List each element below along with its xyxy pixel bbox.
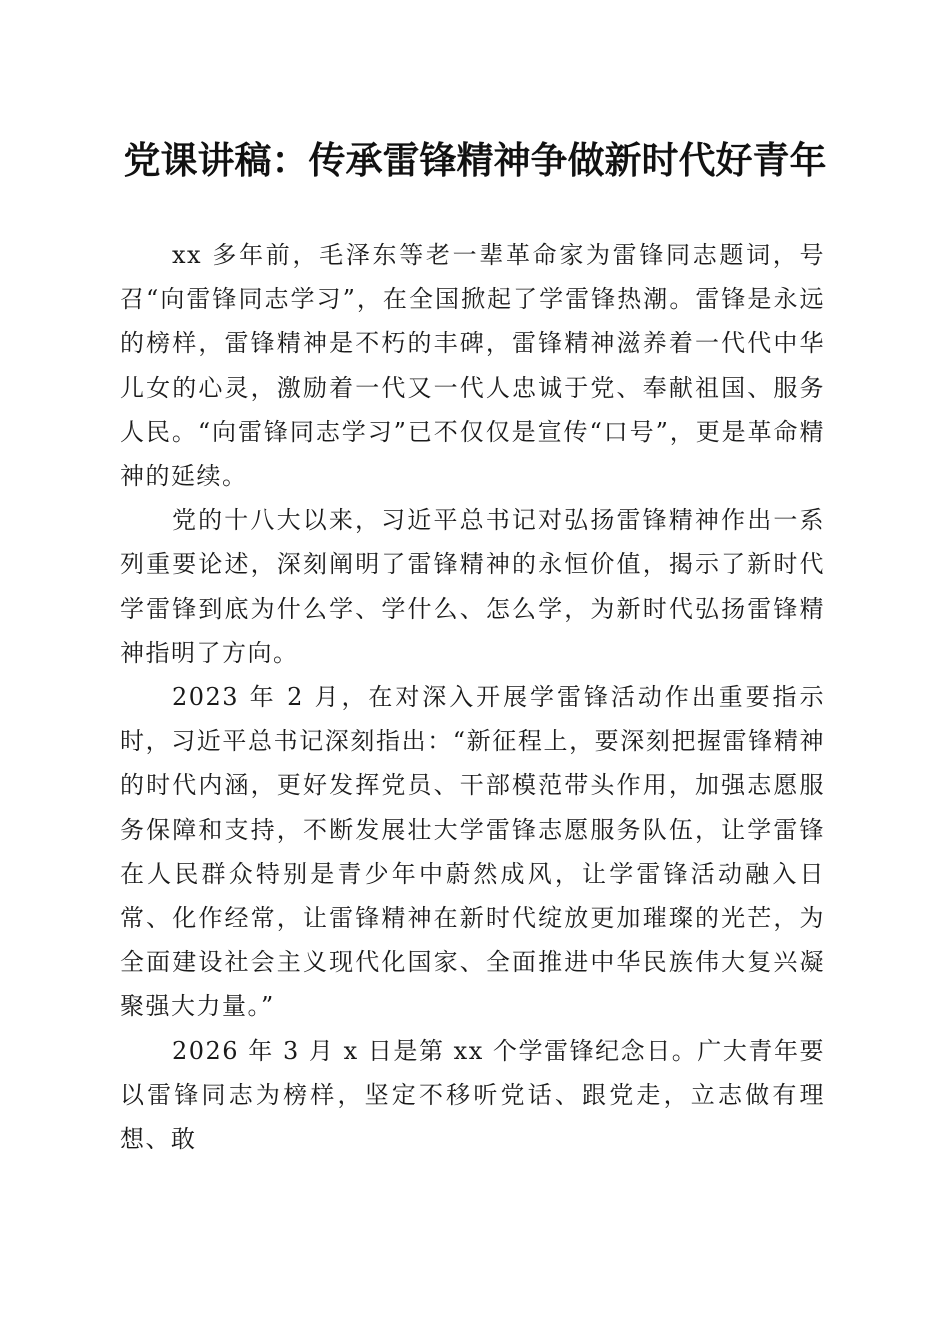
paragraph: 党的十八大以来，习近平总书记对弘扬雷锋精神作出一系列重要论述，深刻阐明了雷锋精神的永恒价值，揭示了新时代学雷锋到底为什么学、学什么、怎么学，为新时代弘扬雷锋精神指明了方向。 <box>120 506 825 667</box>
document-title: 党课讲稿：传承雷锋精神争做新时代好青年 <box>123 138 827 182</box>
paragraph: xx 多年前，毛泽东等老一辈革命家为雷锋同志题词，号召“向雷锋同志学习”，在全国掀起了学雷锋热潮。雷锋是永远的榜样，雷锋精神是不朽的丰碑，雷锋精神滋养着一代代中华儿女的心灵，激励着一代又一代人忠诚于党、奉献祖国、服务人民。“向雷锋同志学习”已不仅仅是宣传“口号”，更是革命精神的延续。 <box>120 241 825 491</box>
document-body <box>120 233 825 1161</box>
paragraph: 2026 年 3 月 x 日是第 xx 个学雷锋纪念日。广大青年要以雷锋同志为榜样，坚定不移听党话、跟党走，立志做有理想、敢 <box>120 1036 825 1154</box>
paragraph: 2023 年 2 月，在对深入开展学雷锋活动作出重要指示时，习近平总书记深刻指出：“新征程上，要深刻把握雷锋精神的时代内涵，更好发挥党员、干部模范带头作用，加强志愿服务保障和支持，不断发展壮大学雷锋志愿服务队伍，让学雷锋在人民群众特别是青少年中蔚然成风，让学雷锋活动融入日常、化作经常，让雷锋精神在新时代绽放更加璀璨的光芒，为全面建设社会主义现代化国家、全面推进中华民族伟大复兴凝聚强大力量。” <box>120 683 825 1021</box>
